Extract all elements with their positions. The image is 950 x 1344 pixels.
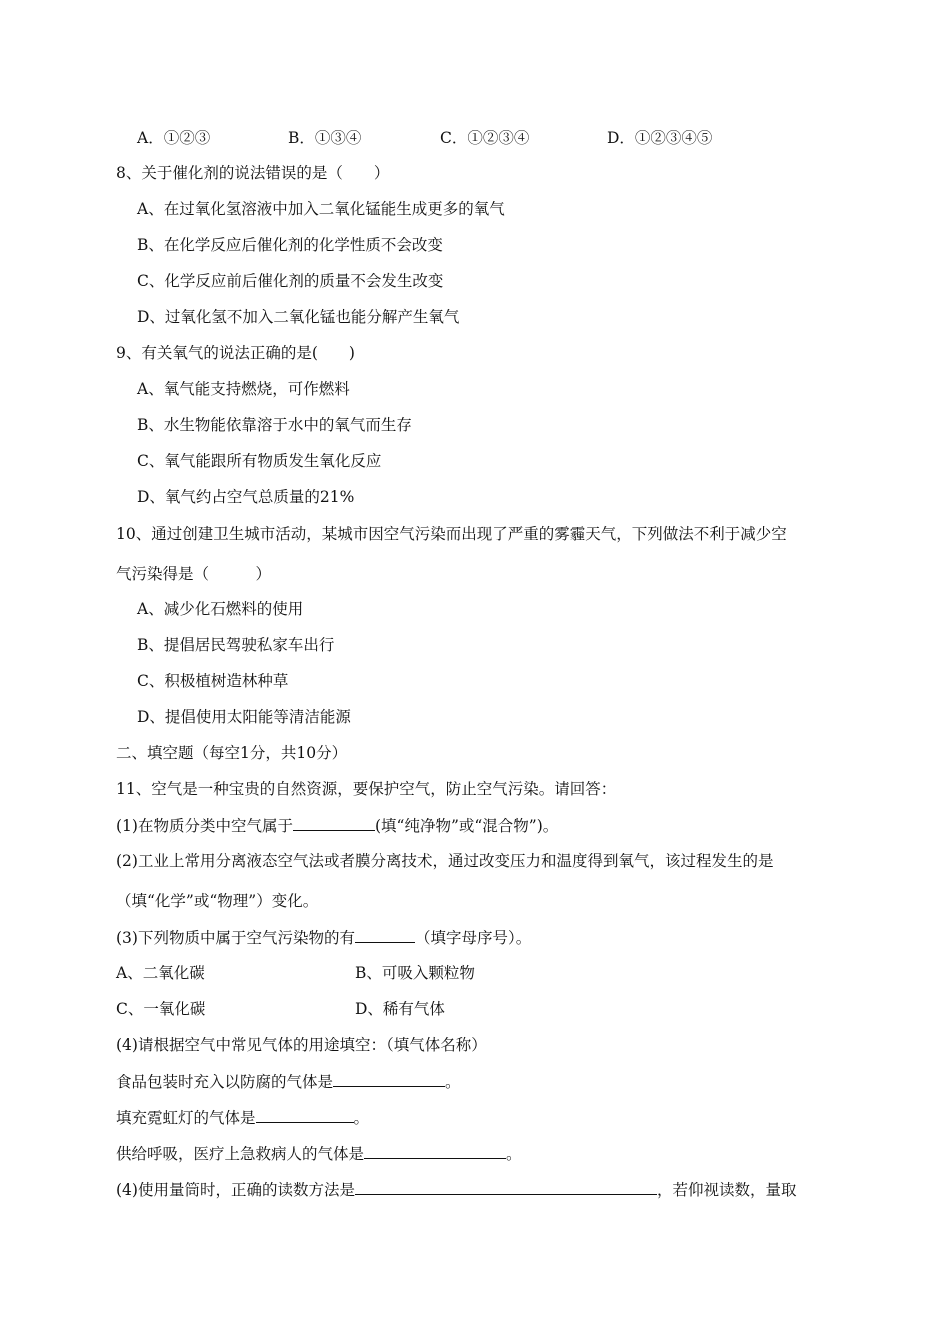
q11-part4-neon-end: 。	[353, 1109, 370, 1127]
q10-option-c: C、积极植树造林种草	[137, 672, 289, 690]
q11-part3-option-c: C、一氧化碳	[116, 1000, 206, 1018]
q7-option-c: C．①②③④	[440, 129, 530, 147]
q9-option-c: C、氧气能跟所有物质发生氧化反应	[137, 452, 382, 470]
q8-option-b: B、在化学反应后催化剂的化学性质不会改变	[137, 236, 443, 254]
q10-stem-line1: 10、通过创建卫生城市活动，某城市因空气污染而出现了严重的雾霾天气，下列做法不利于减少空	[116, 525, 787, 543]
q11-part5-text-before: (4)使用量筒时，正确的读数方法是	[116, 1181, 355, 1199]
q11-part3-text-after: （填字母序号）。	[414, 929, 532, 947]
q11-part4-heading: (4)请根据空气中常见气体的用途填空：（填气体名称）	[116, 1036, 487, 1054]
q11-part4-neon-text: 填充霓虹灯的气体是	[116, 1109, 256, 1127]
q11-part4-food-blank[interactable]	[333, 1070, 445, 1087]
q11-part4-food-text: 食品包装时充入以防腐的气体是	[116, 1073, 334, 1091]
q11-part4-breath	[116, 1142, 522, 1165]
q11-part5	[116, 1178, 796, 1201]
q11-part4-breath-blank[interactable]	[364, 1142, 506, 1159]
q9-stem: 9、有关氧气的说法正确的是( )	[116, 344, 355, 362]
q7-option-b: B．①③④	[288, 129, 362, 147]
q8-option-a: A、在过氧化氢溶液中加入二氧化锰能生成更多的氧气	[137, 200, 505, 218]
q11-part4-breath-end: 。	[506, 1145, 522, 1163]
q11-part1	[116, 814, 558, 837]
q11-part3-blank[interactable]	[355, 926, 415, 943]
q11-part5-text-after: ，若仰视读数，量取	[656, 1181, 797, 1199]
q11-part3-option-d: D、稀有气体	[355, 1000, 445, 1018]
q11-part1-text-after: (填“纯净物”或“混合物”)。	[374, 817, 559, 835]
q10-option-d: D、提倡使用太阳能等清洁能源	[137, 708, 351, 726]
section-heading: 二、填空题（每空1分，共10分）	[116, 744, 348, 762]
q11-part4-neon-blank[interactable]	[256, 1106, 354, 1123]
q11-part2-line1: (2)工业上常用分离液态空气法或者膜分离技术，通过改变压力和温度得到氧气，该过程发生的是	[116, 852, 774, 870]
q11-part4-breath-text: 供给呼吸，医疗上急救病人的气体是	[116, 1145, 365, 1163]
q11-part3-text-before: (3)下列物质中属于空气污染物的有	[116, 929, 355, 947]
q9-option-b: B、水生物能依靠溶于水中的氧气而生存	[137, 416, 412, 434]
q11-stem: 11、空气是一种宝贵的自然资源，要保护空气，防止空气污染。请回答：	[116, 780, 617, 798]
q11-part3-option-b: B、可吸入颗粒物	[355, 964, 475, 982]
q8-option-c: C、化学反应前后催化剂的质量不会发生改变	[137, 272, 444, 290]
q11-part5-blank[interactable]	[355, 1178, 657, 1195]
q7-option-a: A．①②③	[137, 129, 211, 147]
q9-option-a: A、氧气能支持燃烧，可作燃料	[137, 380, 350, 398]
q10-option-a: A、减少化石燃料的使用	[137, 600, 304, 618]
q10-stem-line2: 气污染得是（ ）	[116, 565, 272, 583]
q10-option-b: B、提倡居民驾驶私家车出行	[137, 636, 335, 654]
q9-option-d: D、氧气约占空气总质量的21%	[137, 488, 355, 506]
q7-option-d: D．①②③④⑤	[607, 129, 713, 147]
q11-part4-food	[116, 1070, 461, 1093]
q11-part1-text-before: (1)在物质分类中空气属于	[116, 817, 293, 835]
q11-part2-line2: （填“化学”或“物理”）变化。	[116, 892, 319, 910]
q11-part1-blank[interactable]	[293, 814, 375, 831]
q8-option-d: D、过氧化氢不加入二氧化锰也能分解产生氧气	[137, 308, 460, 326]
q11-part3	[116, 926, 531, 949]
q11-part4-food-end: 。	[445, 1073, 461, 1091]
q11-part3-option-a: A、二氧化碳	[116, 964, 205, 982]
q8-stem: 8、关于催化剂的说法错误的是（ ）	[116, 164, 390, 182]
q11-part4-neon	[116, 1106, 369, 1129]
